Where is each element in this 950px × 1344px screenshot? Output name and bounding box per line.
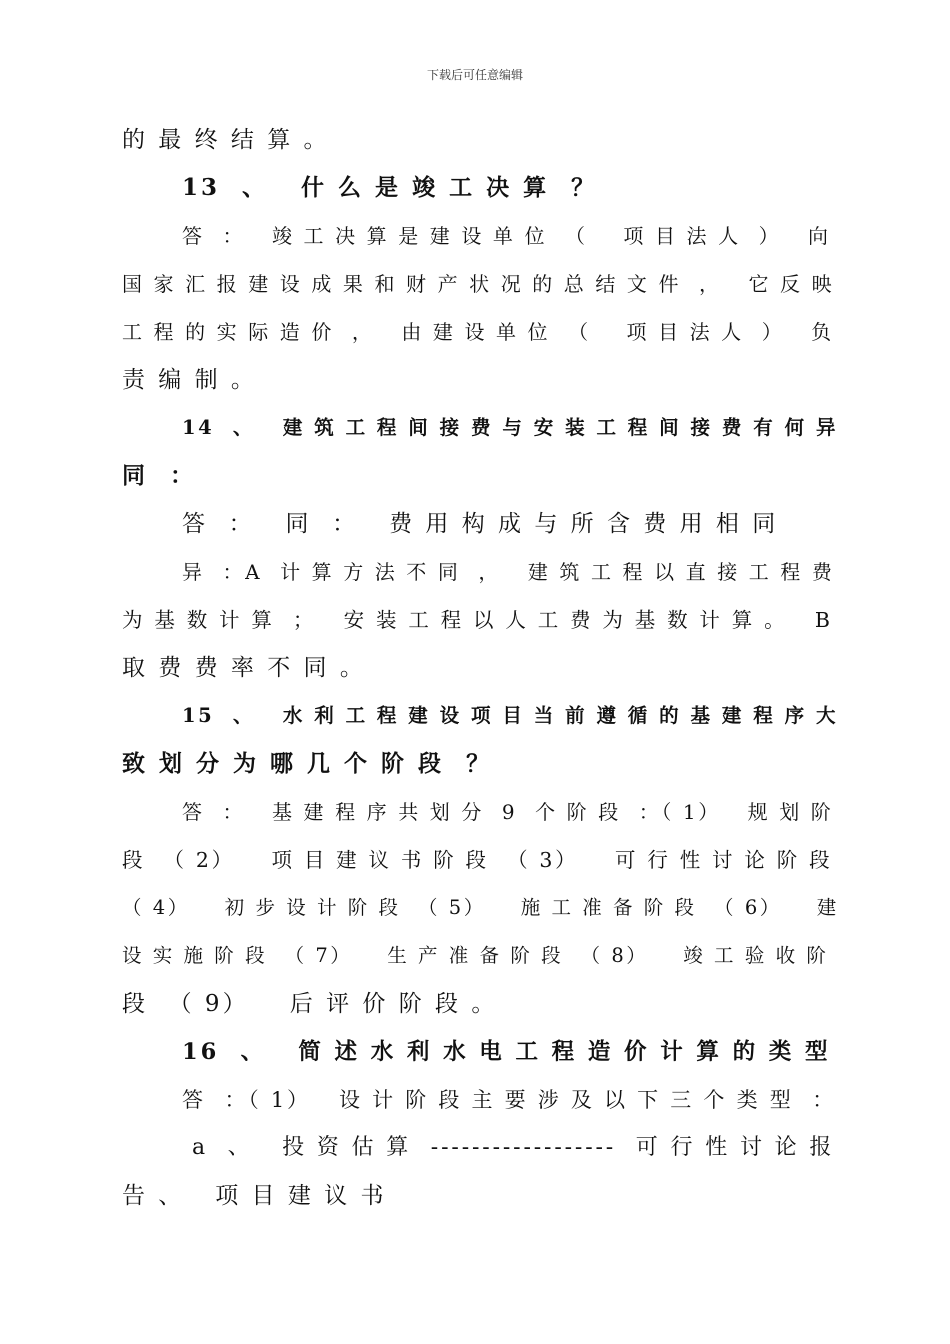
text-line: 答 ：（ 1） 设 计 阶 段 主 要 涉 及 以 下 三 个 类 型 ： [182, 1088, 836, 1112]
text-line: 为 基 数 计 算 ； 安 装 工 程 以 人 工 费 为 基 数 计 算 。 B [122, 608, 833, 632]
text-line: 设 实 施 阶 段 （ 7） 生 产 准 备 阶 段 （ 8） 竣 工 验 收 阶 [122, 944, 829, 967]
question-heading: 16 、 简 述 水 利 水 电 工 程 造 价 计 算 的 类 型 [182, 1039, 831, 1065]
text-line: 答 ： 竣 工 决 算 是 建 设 单 位 （ 项 目 法 人 ） 向 [182, 224, 831, 248]
text-line: 的 最 终 结 算 。 [122, 127, 330, 153]
text-line: （ 4） 初 步 设 计 阶 段 （ 5） 施 工 准 备 阶 段 （ 6） 建 [122, 896, 839, 919]
text-line: 答 ： 基 建 程 序 共 划 分 9 个 阶 段 ：（ 1） 规 划 阶 [182, 800, 834, 824]
text-line: 国 家 汇 报 建 设 成 果 和 财 产 状 况 的 总 结 文 件 ， 它 反 映 [122, 272, 835, 296]
question-heading: 致 划 分 为 哪 几 个 阶 段 ？ [122, 750, 493, 777]
question-heading: 同 ： [122, 462, 197, 489]
text-line: 答 ： 同 ： 费 用 构 成 与 所 含 费 用 相 同 [182, 511, 779, 537]
question-heading: 13 、 什 么 是 竣 工 决 算 ？ [182, 174, 598, 201]
text-line: 段 （ 2） 项 目 建 议 书 阶 段 （ 3） 可 行 性 讨 论 阶 段 [122, 848, 833, 872]
text-line: 责 编 制 。 [122, 367, 257, 393]
text-line: 段 （ 9） 后 评 价 阶 段 。 [122, 991, 498, 1017]
text-line: 异 ：A 计 算 方 法 不 同 ， 建 筑 工 程 以 直 接 工 程 费 [182, 560, 835, 584]
text-line: a 、 投 资 估 算 ------------------ 可 行 性 讨 论 报 [192, 1135, 835, 1160]
text-line: 取 费 费 率 不 同 。 [122, 655, 366, 681]
text-line: 告 、 项 目 建 议 书 [122, 1183, 387, 1209]
question-heading: 14 、 建 筑 工 程 间 接 费 与 安 装 工 程 间 接 费 有 何 异 [182, 416, 838, 439]
question-heading: 15 、 水 利 工 程 建 设 项 目 当 前 遵 循 的 基 建 程 序 大 [182, 704, 838, 727]
page-header: 下载后可任意编辑 [426, 68, 523, 82]
text-line: 工 程 的 实 际 造 价 ， 由 建 设 单 位 （ 项 目 法 人 ） 负 [122, 320, 834, 344]
